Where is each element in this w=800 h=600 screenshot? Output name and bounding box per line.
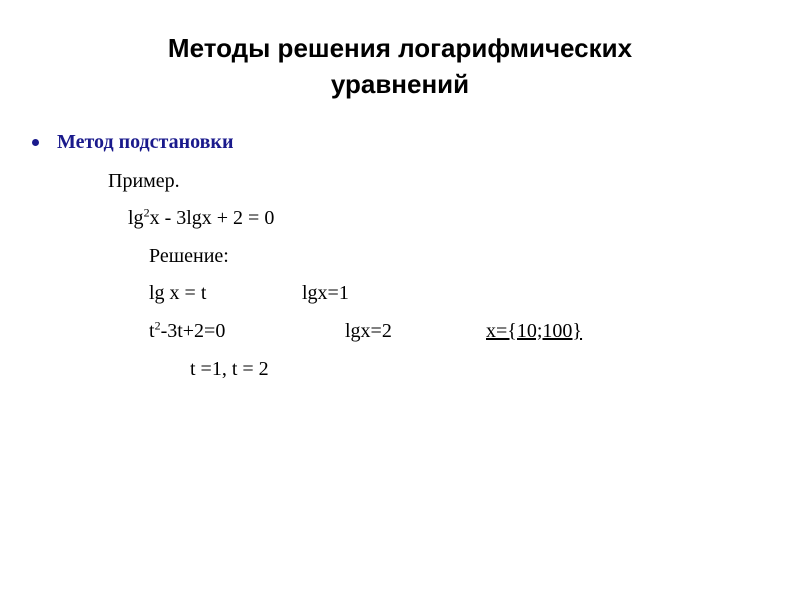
second-log-equation: lgx=2	[345, 320, 392, 342]
first-log-equation: lgx=1	[302, 282, 349, 304]
title-line-1: Методы решения логарифмических	[167, 33, 633, 63]
quadratic-roots: t =1, t = 2	[190, 358, 269, 380]
slide-title	[60, 30, 740, 102]
example-label: Пример.	[108, 170, 180, 192]
quadratic-base: t	[149, 320, 155, 342]
equation	[128, 205, 274, 231]
substitution: lg x = t	[149, 282, 207, 304]
quadratic-equation	[149, 318, 225, 344]
bullet-item	[32, 126, 233, 158]
equation-part-1: lg	[128, 207, 144, 229]
method-label: Метод подстановки	[57, 130, 234, 153]
quadratic-rest: -3t+2=0	[160, 320, 226, 342]
equation-part-2: x - 3lgx + 2 = 0	[149, 207, 275, 229]
equation-exponent: 2	[143, 205, 150, 220]
solution-label: Решение:	[149, 245, 229, 267]
quadratic-exponent: 2	[154, 318, 161, 333]
bullet-dot-icon	[32, 139, 39, 146]
title-line-2: уравнений	[330, 69, 470, 99]
answer: x={10;100}	[486, 320, 583, 342]
